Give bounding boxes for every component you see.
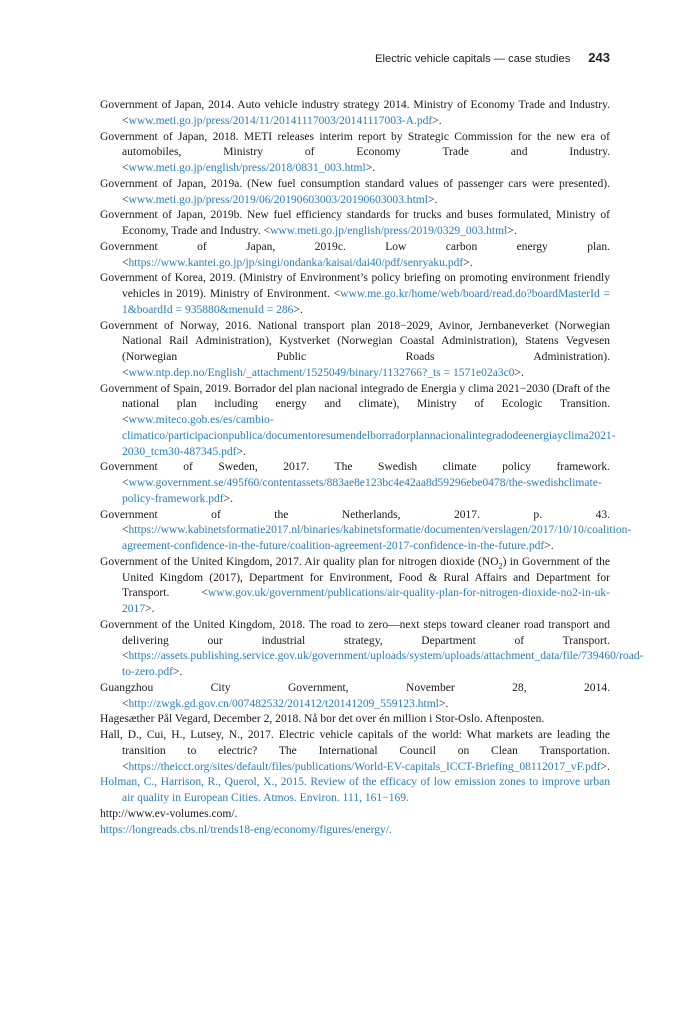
reference-link[interactable]: www.ntp.dep.no/English/_attachment/1525049/binary/1132766?_ts = 1571e02a3c0: [128, 366, 515, 379]
reference-item: Guangzhou City Government, November 28, 2014. <http://zwgk.gd.gov.cn/007482532/201412/t20141209_559123.html>.: [100, 681, 610, 710]
reference-item: Government of Japan, 2019b. New fuel efficiency standards for trucks and buses formulated, Ministry of Economy, Trade and Industry. <www.meti.go.jp/english/press/2019/0329_003.html>.: [100, 209, 610, 237]
reference-link[interactable]: http://zwgk.gd.gov.cn/007482532/201412/t20141209_559123.html: [128, 697, 439, 710]
reference-item: Government of Sweden, 2017. The Swedish climate policy framework. <www.government.se/495f60/contentassets/883ae8e123bc4e42aa8d59296ebe0478/the-swedishclimate-policy-framework.pdf>.: [100, 461, 610, 505]
reference-link[interactable]: www.meti.go.jp/press/2014/11/20141117003/20141117003-A.pdf: [128, 114, 433, 127]
reference-link[interactable]: www.meti.go.jp/press/2019/06/20190603003/20190603003.html: [128, 193, 428, 206]
reference-link[interactable]: www.me.go.kr/home/web/board/read.do?boardMasterId = 1&boardId = 935880&menuId = 286: [122, 288, 611, 316]
reference-link[interactable]: www.gov.uk/government/publications/air-quality-plan-for-nitrogen-dioxide-no2-in-uk-2017: [122, 587, 610, 615]
page-header: [375, 50, 610, 65]
reference-item: http://www.ev-volumes.com/.: [100, 807, 238, 820]
reference-item: Hall, D., Cui, H., Lutsey, N., 2017. Electric vehicle capitals of the world: What markets are leading the transition to electric? The International Council on Clean Transportation. <https://theicct.org/sites/default/files/publications/World-EV-capitals_ICCT-Briefing_08112017_vF.pdf>.: [100, 729, 610, 773]
reference-link[interactable]: https://www.kantei.go.jp/jp/singi/ondanka/kaisai/dai40/pdf/senryaku.pdf: [128, 256, 464, 269]
reference-item: Government of Japan, 2019a. (New fuel consumption standard values of passenger cars were presented). <www.meti.go.jp/press/2019/06/20190603003/20190603003.html>.: [100, 177, 610, 206]
reference-item: Government of Japan, 2018. METI releases interim report by Strategic Commission for the new era of automobiles, Ministry of Economy Trade and Industry. <www.meti.go.jp/english/press/2018/0831_003.html>.: [100, 130, 610, 174]
running-title: Electric vehicle capitals — case studies: [375, 53, 571, 65]
reference-link[interactable]: www.meti.go.jp/english/press/2019/0329_003.html: [270, 225, 508, 237]
reference-item: Government of the Netherlands, 2017. p. 43. <https://www.kabinetsformatie2017.nl/binaries/kabinetsformatie/documenten/verslagen/2017/10/10/coalition-agreement-confidence-in-the-future/coalition-agreement-2017-confidence-in-the-future.pdf>.: [100, 508, 632, 552]
page-number: 243: [588, 50, 610, 65]
reference-item: Government of Japan, 2014. Auto vehicle industry strategy 2014. Ministry of Economy Trade and Industry. <www.meti.go.jp/press/2014/11/20141117003/20141117003-A.pdf>.: [100, 99, 610, 127]
reference-item: Government of Japan, 2019c. Low carbon energy plan. <https://www.kantei.go.jp/jp/singi/ondanka/kaisai/dai40/pdf/senryaku.pdf>.: [100, 240, 610, 269]
reference-item: Government of Korea, 2019. (Ministry of Environment’s policy briefing on promoting environment friendly vehicles in 2019). Ministry of Environment. <www.me.go.kr/home/web/board/read.do?boardMasterId = 1&boardId = 935880&menuId = 286>.: [100, 272, 611, 316]
reference-link[interactable]: https://www.kabinetsformatie2017.nl/binaries/kabinetsformatie/documenten/verslagen/2017/10/10/coalition-agreement-confidence-in-the-future/coalition-agreement-2017-confidence-in-the-future.pdf: [122, 524, 632, 552]
reference-item: Government of the United Kingdom, 2017. Air quality plan for nitrogen dioxide $(NO_2)$ in Government of the United Kingdom (2017), Department for Environment, Food & Rural Affairs and Department for Transport. <www.gov.uk/government/publications/air-quality-plan-for-nitrogen-dioxide-no2-in-uk-2017>.: [100, 555, 610, 615]
reference-item: Government of Norway, 2016. National transport plan 2018−2029, Avinor, Jernbaneverket (Norwegian National Rail Administration), Kystverket (Norwegian Coastal Administration), Statens Vegvesen (Norwegian Public Roads Administration). <www.ntp.dep.no/English/_attachment/1525049/binary/1132766?_ts = 1571e02a3c0>.: [100, 319, 610, 379]
reference-item: [100, 775, 610, 807]
reference-item: Hagesæther Pål Vegard, December 2, 2018. Nå bor det over én million i Stor-Oslo. Aftenposten.: [100, 713, 545, 726]
reference-link[interactable]: www.miteco.gob.es/es/cambio-climatico/participacionpublica/documentoresumendelborradorplannacionalintegradodeenergiayclima2021-2030_tcm30-487345.pdf: [122, 414, 616, 458]
reference-item: Government of the United Kingdom, 2018. The road to zero—next steps toward cleaner road transport and delivering our industrial strategy, Department of Transport. <https://assets.publishing.service.gov.uk/government/uploads/system/uploads/attachment_data/file/739460/road-to-zero.pdf>.: [100, 618, 644, 678]
reference-link[interactable]: https://longreads.cbs.nl/trends18-eng/economy/figures/energy/.: [100, 823, 392, 836]
reference-link[interactable]: https://theicct.org/sites/default/files/publications/World-EV-capitals_ICCT-Briefing_08112017_vF.pdf: [128, 760, 601, 773]
reference-item: Government of Spain, 2019. Borrador del plan nacional integrado de Energia y clima 2021−2030 (Draft of the national plan including energy and climate), Ministry of Ecologic Transition. <www.miteco.gob.es/es/cambio-climatico/participacionpublica/documentoresumendelborradorplannacionalintegradodeenergiayclima2021-2030_tcm30-487345.pdf>.: [100, 382, 616, 458]
reference-item: [100, 823, 610, 839]
reference-link[interactable]: www.government.se/495f60/contentassets/883ae8e123bc4e42aa8d59296ebe0478/the-swedishclimate-policy-framework.pdf: [122, 477, 602, 505]
reference-list: [100, 98, 644, 838]
reference-link[interactable]: www.meti.go.jp/english/press/2018/0831_003.html: [128, 162, 366, 174]
reference-link[interactable]: https://assets.publishing.service.gov.uk/government/uploads/system/uploads/attachment_data/file/739460/road-to-zero.pdf: [122, 650, 644, 678]
reference-link[interactable]: Holman, C., Harrison, R., Querol, X., 2015. Review of the efficacy of low emission zones to improve urban air quality in European Cities. Atmos. Environ. 111, 161−169.: [100, 776, 610, 804]
